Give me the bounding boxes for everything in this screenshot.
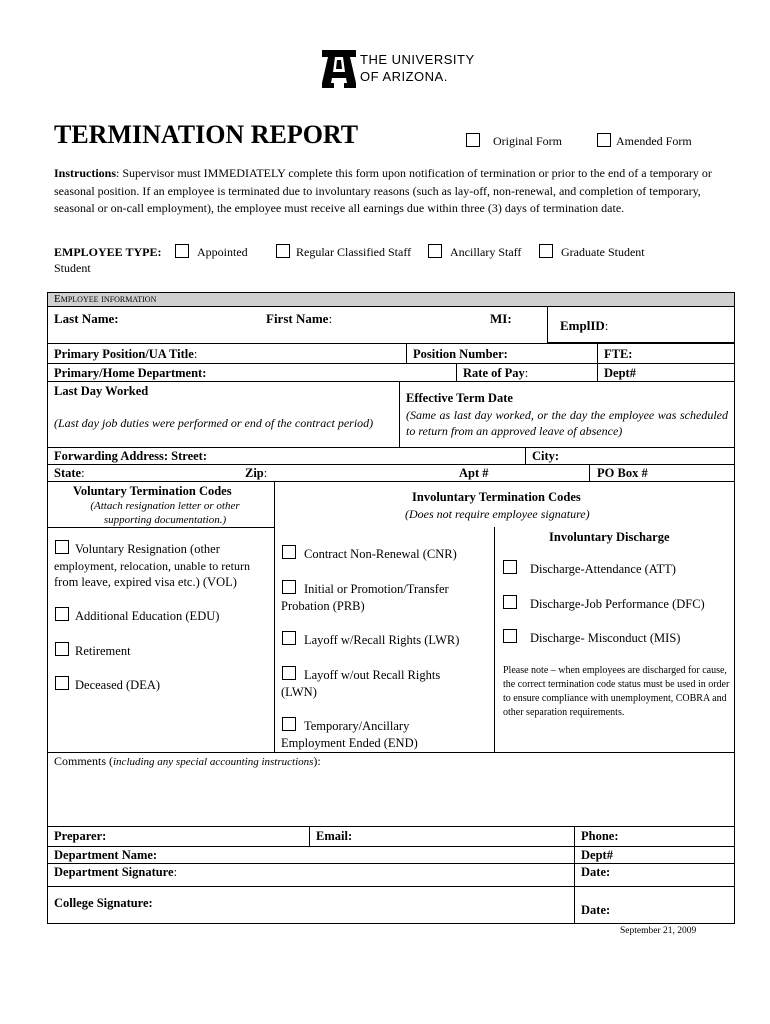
page-title: TERMINATION REPORT	[54, 120, 359, 149]
section-title: Employee information	[54, 293, 157, 305]
discharge-title: Involuntary Discharge	[549, 530, 670, 544]
dept-signature-text: Department Signature	[54, 865, 174, 879]
end-label-1: Temporary/Ancillary	[304, 719, 410, 733]
employee-type-label: EMPLOYEE TYPE:	[54, 245, 162, 259]
dept-signature-label	[54, 865, 177, 880]
forwarding-address-label: Forwarding Address: Street:	[54, 449, 207, 463]
graduate-student-checkbox[interactable]	[539, 244, 553, 258]
involuntary-note: (Does not require employee signature)	[405, 507, 590, 521]
primary-position-text: Primary Position/UA Title	[54, 347, 194, 361]
vol-label-1: Voluntary Resignation (other	[75, 542, 220, 556]
classified-staff-label: Regular Classified Staff	[296, 245, 412, 259]
apt-label: Apt #	[459, 466, 489, 480]
ancillary-staff-label: Ancillary Staff	[450, 245, 522, 259]
cnr-checkbox[interactable]	[282, 545, 296, 559]
prb-label-1: Initial or Promotion/Transfer	[304, 582, 449, 596]
instructions	[54, 165, 718, 218]
rate-of-pay-text: Rate of Pay	[463, 366, 525, 380]
zip-label	[245, 466, 267, 481]
appointed-label: Appointed	[197, 245, 248, 259]
voluntary-title: Voluntary Termination Codes	[73, 484, 232, 498]
lwn-checkbox[interactable]	[282, 666, 296, 680]
amended-form-label: Amended Form	[616, 134, 692, 148]
comments-note: including any special accounting instructions	[113, 756, 314, 768]
city-label: City:	[532, 449, 560, 463]
comments-tail: ):	[313, 754, 321, 768]
first-name-label	[266, 311, 332, 327]
logo-line-2: OF ARIZONA.	[360, 69, 448, 84]
po-box-label: PO Box #	[597, 466, 648, 480]
zip-colon: :	[263, 466, 268, 480]
comments-field[interactable]	[48, 770, 734, 826]
rate-of-pay-label	[463, 366, 528, 381]
comments-label-text: Comments (	[54, 754, 113, 768]
dept-hash-label: Dept#	[581, 848, 613, 862]
retirement-label: Retirement	[75, 644, 131, 658]
lwn-label-2: (LWN)	[281, 685, 317, 699]
instructions-text: : Supervisor must IMMEDIATELY complete this form upon notification of termination or prior to the end of a temporary or seasonal position. If an employee is terminated due to involuntary reasons (such as lay-off, non-renewal, and completion of temporary, seasonal or on-call employment), the employee must receive all earnings due within three (3) days of termination date.	[54, 166, 712, 215]
mis-checkbox[interactable]	[503, 629, 517, 643]
college-signature-label: College Signature:	[54, 896, 153, 910]
student-wrap-text: Student	[54, 261, 91, 275]
state-colon: :	[81, 466, 85, 480]
emplid-colon: :	[604, 318, 609, 333]
emplid-text: EmplID	[560, 318, 605, 333]
phone-label: Phone:	[581, 829, 619, 843]
emplid-label	[560, 318, 608, 334]
retirement-checkbox[interactable]	[55, 642, 69, 656]
classified-staff-checkbox[interactable]	[276, 244, 290, 258]
discharge-note: Please note – when employees are discharged for cause, the correct termination code status must be used in order to ensure compliance with unemployment, COBRA and other separation requirements.	[503, 665, 730, 718]
involuntary-title: Involuntary Termination Codes	[412, 490, 581, 504]
logo-line-1: THE UNIVERSITY	[360, 52, 475, 67]
first-name-colon: :	[328, 311, 333, 326]
date-label: Date:	[581, 865, 611, 879]
dept-number-label: Dept#	[604, 366, 636, 380]
state-label	[54, 466, 85, 481]
ua-logo	[322, 50, 475, 88]
primary-position-colon: :	[193, 347, 198, 361]
comments-label	[54, 754, 321, 769]
cnr-label: Contract Non-Renewal (CNR)	[304, 547, 457, 561]
mis-label: Discharge- Misconduct (MIS)	[530, 631, 681, 645]
zip-text: Zip	[245, 466, 264, 480]
lwr-label: Layoff w/Recall Rights (LWR)	[304, 633, 460, 647]
vol-label-3: from leave, expired visa etc.) (VOL)	[54, 575, 237, 589]
preparer-label: Preparer:	[54, 829, 107, 843]
original-form-label: Original Form	[493, 134, 562, 148]
end-checkbox[interactable]	[282, 717, 296, 731]
employee-information-section	[47, 292, 735, 307]
effective-term-note: (Same as last day worked, or the day the employee was scheduled to return from an approved leave of absence)	[406, 408, 728, 438]
effective-term-label: Effective Term Date	[406, 391, 513, 405]
state-text: State	[54, 466, 82, 480]
vol-checkbox[interactable]	[55, 540, 69, 554]
edu-label: Additional Education (EDU)	[75, 609, 220, 623]
original-form-checkbox[interactable]	[466, 133, 480, 147]
footer-date: September 21, 2009	[620, 926, 697, 936]
last-day-worked-label: Last Day Worked	[54, 384, 149, 398]
dfc-checkbox[interactable]	[503, 595, 517, 609]
lwr-checkbox[interactable]	[282, 631, 296, 645]
graduate-student-label: Graduate Student	[561, 245, 645, 259]
rate-of-pay-colon: :	[524, 366, 529, 380]
primary-position-label	[54, 347, 197, 362]
mi-label: MI:	[490, 311, 512, 326]
voluntary-note: (Attach resignation letter or other supporting documentation.)	[90, 500, 240, 526]
date2-label: Date:	[581, 903, 611, 917]
deceased-checkbox[interactable]	[55, 676, 69, 690]
prb-checkbox[interactable]	[282, 580, 296, 594]
lwn-label-1: Layoff w/out Recall Rights	[304, 668, 441, 682]
fte-label: FTE:	[604, 347, 633, 361]
att-checkbox[interactable]	[503, 560, 517, 574]
email-label: Email:	[316, 829, 353, 843]
end-label-2: Employment Ended (END)	[281, 736, 418, 750]
primary-dept-label: Primary/Home Department:	[54, 366, 207, 380]
edu-checkbox[interactable]	[55, 607, 69, 621]
instructions-label: Instructions	[54, 166, 117, 180]
last-day-note: (Last day job duties were performed or end of the contract period)	[54, 416, 374, 430]
ancillary-staff-checkbox[interactable]	[428, 244, 442, 258]
dept-name-label: Department Name:	[54, 848, 158, 862]
prb-label-2: Probation (PRB)	[281, 599, 365, 613]
dept-signature-colon: :	[173, 865, 178, 879]
dfc-label: Discharge-Job Performance (DFC)	[530, 597, 705, 611]
att-label: Discharge-Attendance (ATT)	[530, 562, 676, 576]
vol-label-2: employment, relocation, unable to return	[54, 559, 250, 573]
deceased-label: Deceased (DEA)	[75, 678, 161, 692]
position-number-label: Position Number:	[413, 347, 508, 361]
ua-block-a-icon	[322, 50, 356, 88]
first-name-text: First Name	[266, 311, 329, 326]
amended-form-checkbox[interactable]	[597, 133, 611, 147]
last-name-label: Last Name:	[54, 311, 119, 326]
appointed-checkbox[interactable]	[175, 244, 189, 258]
